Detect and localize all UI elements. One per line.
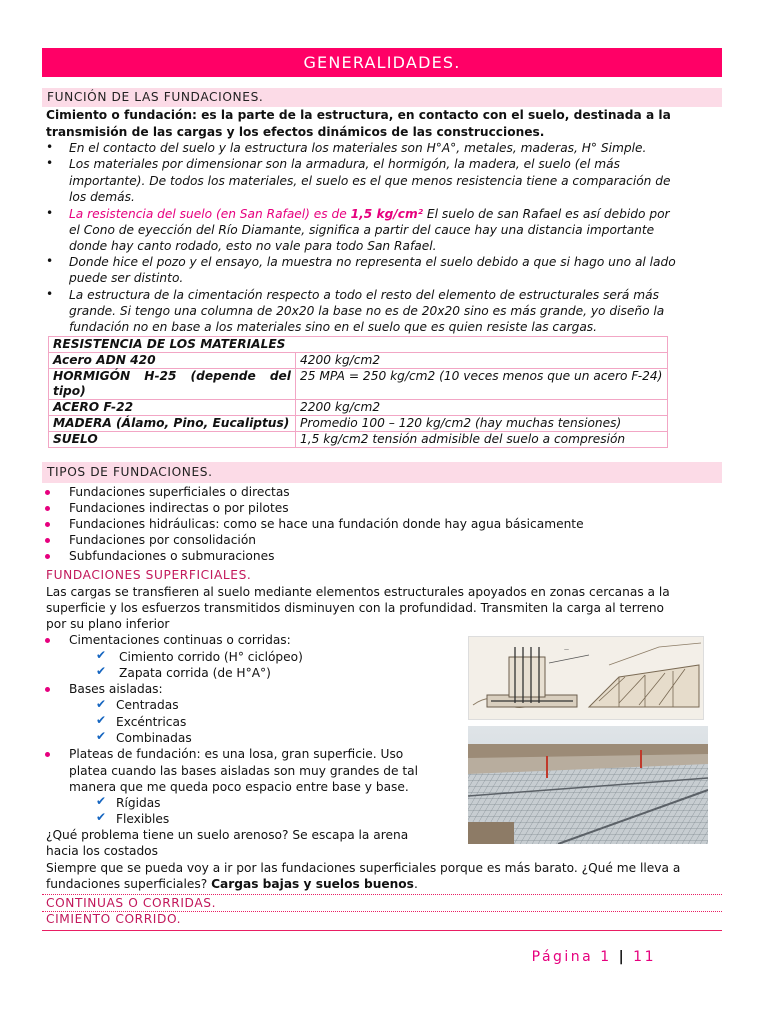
section-heading-tipos: TIPOS DE FUNDACIONES. xyxy=(42,462,722,483)
superficiales-paragraph-2: superficie y los esfuerzos transmitidos disminuyen con la profundidad. Transmiten la carga al terreno xyxy=(46,601,665,615)
table-header: RESISTENCIA DE LOS MATERIALES xyxy=(49,337,668,353)
material-cell: SUELO xyxy=(49,432,296,448)
bullet-dot xyxy=(45,554,50,559)
tipo-item: Fundaciones por consolidación xyxy=(69,533,256,547)
value-cell: 2200 kg/cm2 xyxy=(296,400,668,416)
value-cell: 4200 kg/cm2 xyxy=(296,353,668,369)
summary-line-1: Siempre que se pueda voy a ir por las fundaciones superficiales porque es más barato. ¿Qué me lleva a xyxy=(46,861,681,875)
foundation-slab-photo xyxy=(468,726,708,844)
footer-page-label: Página xyxy=(531,949,594,965)
footer-separator: | xyxy=(618,949,627,965)
checkmark-icon: ✔ xyxy=(96,810,107,824)
cimiento-corrido-item: Cimiento corrido (H° ciclópeo) xyxy=(119,650,303,664)
value-cell: 25 MPA = 250 kg/cm2 (10 veces menos que un acero F-24) xyxy=(296,369,668,400)
checkmark-icon: ✔ xyxy=(96,713,107,727)
bullet-materials-contact: En el contacto del suelo y la estructura los materiales son H°A°, metales, maderas, H° Simple. xyxy=(69,141,647,155)
bases-aisladas-item: Bases aisladas: xyxy=(69,682,163,696)
bullet-dot xyxy=(45,638,50,643)
checkmark-icon: ✔ xyxy=(96,729,107,743)
material-cell: MADERA (Álamo, Pino, Eucaliptus) xyxy=(49,416,296,432)
checkmark-icon: ✔ xyxy=(96,664,107,678)
bullet-estructura-1: La estructura de la cimentación respecto a todo el resto del elemento de estructurales será más xyxy=(69,288,659,302)
soil-resistance-rest: El suelo de san Rafael es así debido por xyxy=(423,207,670,221)
footer-page-number: 1 xyxy=(600,949,612,965)
divider xyxy=(42,930,722,931)
bullet-pozo-2: puede ser distinto. xyxy=(69,271,184,285)
svg-text:—: — xyxy=(564,647,569,653)
summary-line-2 xyxy=(46,876,722,892)
resistance-table xyxy=(48,336,668,448)
bullet-estructura-3: fundación no en base a los materiales sino en el suelo que es quien resiste las cargas. xyxy=(69,320,598,334)
definition-line-1: Cimiento o fundación: es la parte de la estructura, en contacto con el suelo, destinada a la xyxy=(46,108,671,122)
superficiales-paragraph-1: Las cargas se transfieren al suelo mediante elementos estructurales apoyados en zonas cercanas a la xyxy=(46,585,670,599)
combinadas-item: Combinadas xyxy=(116,731,192,745)
table-row xyxy=(49,432,668,448)
tipo-item: Fundaciones indirectas o por pilotes xyxy=(69,501,289,515)
soil-resistance-label: La resistencia del suelo (en San Rafael) es de xyxy=(69,207,351,221)
bullet-dot xyxy=(45,522,50,527)
bullet-dot xyxy=(45,490,50,495)
tipo-item: Fundaciones superficiales o directas xyxy=(69,485,290,499)
bullet-marker: • xyxy=(46,140,54,154)
table-row xyxy=(49,369,668,400)
section-heading-funcion: FUNCIÓN DE LAS FUNDACIONES. xyxy=(42,88,722,107)
bullet-materials-dim-2: importante). De todos los materiales, el suelo es el que menos resistencia tiene a comparación de xyxy=(69,174,671,188)
bullet-marker: • xyxy=(46,287,54,301)
centradas-item: Centradas xyxy=(116,698,179,712)
bullet-soil-resistance-2: el Cono de eyección del Río Diamante, significa a partir del cauce hay una distancia importante xyxy=(69,223,655,237)
bullet-dot xyxy=(45,506,50,511)
table-row xyxy=(49,400,668,416)
bullet-dot xyxy=(45,538,50,543)
table-row xyxy=(49,416,668,432)
question-line-2: hacia los costados xyxy=(46,844,158,858)
checkmark-icon: ✔ xyxy=(96,697,107,711)
bullet-soil-resistance-1 xyxy=(69,206,722,222)
bullet-pozo-1: Donde hice el pozo y el ensayo, la muestra no representa el suelo debido a que si hago uno al lado xyxy=(69,255,676,269)
rigidas-item: Rígidas xyxy=(116,796,161,810)
section-heading-cimiento-corrido: CIMIENTO CORRIDO. xyxy=(46,912,182,926)
bullet-dot xyxy=(45,687,50,692)
bullet-marker: • xyxy=(46,156,54,170)
page-title-banner: GENERALIDADES. xyxy=(42,48,722,77)
checkmark-icon: ✔ xyxy=(96,648,107,662)
divider xyxy=(42,894,722,895)
plateas-line-3: manera que me queda poco espacio entre base y base. xyxy=(69,780,409,794)
superficiales-paragraph-3: por su plano inferior xyxy=(46,617,170,631)
bullet-soil-resistance-3: donde hay canto rodado, esto no vale para todo San Rafael. xyxy=(69,239,437,253)
summary-text: fundaciones superficiales? xyxy=(46,877,212,891)
cimentaciones-item: Cimentaciones continuas o corridas: xyxy=(69,633,291,647)
bullet-marker: • xyxy=(46,254,54,268)
bullet-dot xyxy=(45,752,50,757)
excentricas-item: Excéntricas xyxy=(116,715,187,729)
plateas-line-2: platea cuando las bases aisladas son muy grandes de tal xyxy=(69,764,418,778)
bullet-materials-dim-1: Los materiales por dimensionar son la armadura, el hormigón, la madera, el suelo (el más xyxy=(69,157,620,171)
section-heading-continuas: CONTINUAS O CORRIDAS. xyxy=(46,896,217,910)
page-footer xyxy=(532,949,656,965)
tipo-item: Fundaciones hidráulicas: como se hace una fundación donde hay agua básicamente xyxy=(69,517,584,531)
definition-line-2: transmisión de las cargas y los efectos dinámicos de las construcciones. xyxy=(46,125,545,139)
bullet-estructura-2: grande. Si tengo una columna de 20x20 la base no es de 20x20 sino es más grande, yo diseño la xyxy=(69,304,665,318)
checkmark-icon: ✔ xyxy=(96,794,107,808)
flexibles-item: Flexibles xyxy=(116,812,170,826)
material-cell: HORMIGÓN H-25 (depende del tipo) xyxy=(49,369,296,400)
material-cell: ACERO F-22 xyxy=(49,400,296,416)
material-cell: Acero ADN 420 xyxy=(49,353,296,369)
tipo-item: Subfundaciones o submuraciones xyxy=(69,549,275,563)
value-cell: Promedio 100 – 120 kg/cm2 (hay muchas tensiones) xyxy=(296,416,668,432)
value-cell: 1,5 kg/cm2 tensión admisible del suelo a compresión xyxy=(296,432,668,448)
question-line-1: ¿Qué problema tiene un suelo arenoso? Se escapa la arena xyxy=(46,828,409,842)
foundation-drawing-image xyxy=(468,636,704,720)
zapata-corrida-item: Zapata corrida (de H°A°) xyxy=(119,666,271,680)
summary-bold: Cargas bajas y suelos buenos xyxy=(211,877,414,891)
table-row xyxy=(49,353,668,369)
footer-total-pages: 11 xyxy=(633,949,656,965)
section-heading-superficiales: FUNDACIONES SUPERFICIALES. xyxy=(46,568,252,582)
bullet-marker: • xyxy=(46,206,54,220)
bullet-materials-dim-3: los demás. xyxy=(69,190,135,204)
soil-resistance-value: 1,5 kg/cm² xyxy=(350,207,424,221)
summary-period: . xyxy=(413,877,418,891)
plateas-line-1: Plateas de fundación: es una losa, gran superficie. Uso xyxy=(69,747,404,761)
